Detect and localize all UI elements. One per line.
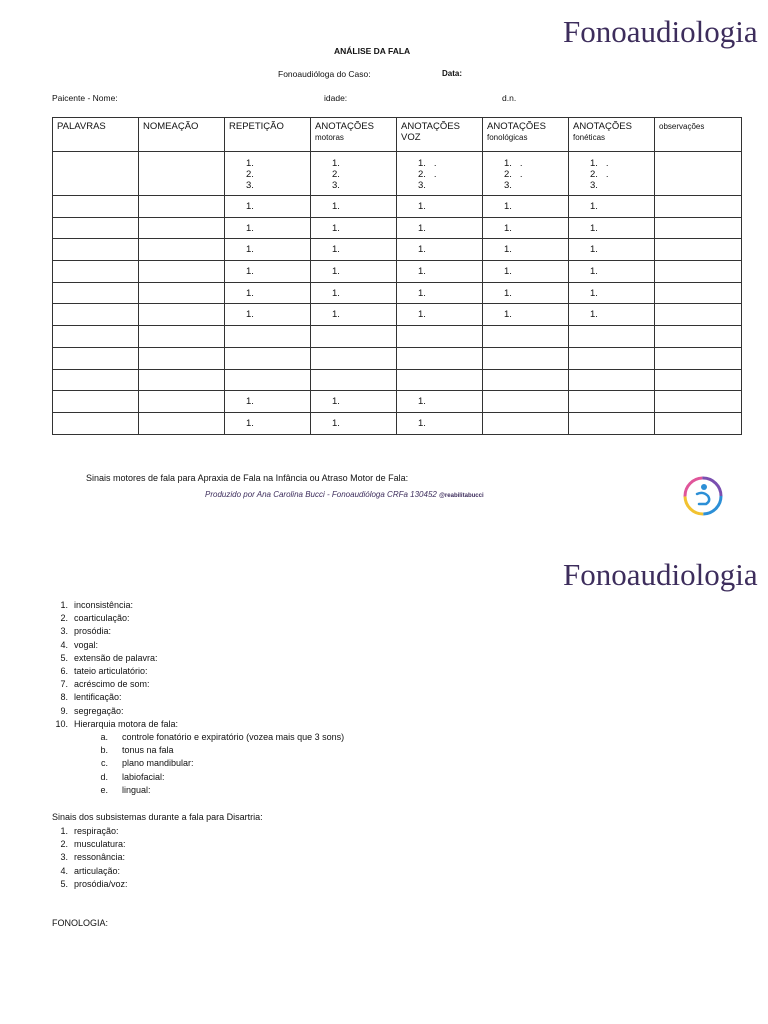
table-cell[interactable]: 1.: [569, 239, 655, 261]
table-cell[interactable]: [139, 261, 225, 283]
credit-tag: @reabilitabucci: [439, 493, 484, 499]
table-cell[interactable]: [569, 412, 655, 434]
credit-text: Produzido por Ana Carolina Bucci - Fonoaudióloga CRFa 130452: [205, 490, 437, 499]
header-anotacoes-foneticas: ANOTAÇÕES fonéticas: [569, 118, 655, 152]
table-cell[interactable]: [655, 196, 742, 218]
table-cell[interactable]: [139, 196, 225, 218]
list-item: 8. lentificação:: [60, 692, 122, 703]
table-cell[interactable]: [139, 412, 225, 434]
table-cell[interactable]: [53, 369, 139, 391]
list-item: 4. articulação:: [60, 865, 121, 876]
header-anotacoes-voz: ANOTAÇÕES VOZ: [397, 118, 483, 152]
table-cell[interactable]: 1. 2. 3.: [311, 152, 397, 196]
dn-label: d.n.: [502, 93, 517, 103]
list-item: 7. acréscimo de som:: [60, 679, 150, 690]
header-anotacoes-motoras: ANOTAÇÕES motoras: [311, 118, 397, 152]
table-cell[interactable]: 1.: [225, 196, 311, 218]
table-cell[interactable]: 1.: [225, 412, 311, 434]
table-cell[interactable]: [397, 369, 483, 391]
table-cell[interactable]: 1.: [569, 196, 655, 218]
table-row: [53, 412, 742, 434]
table-row: [53, 239, 742, 261]
table-cell[interactable]: [655, 282, 742, 304]
table-row: [53, 369, 742, 391]
table-cell[interactable]: [569, 347, 655, 369]
table-cell[interactable]: 1. 2. 3.: [225, 152, 311, 196]
table-cell[interactable]: [569, 369, 655, 391]
table-cell[interactable]: [139, 369, 225, 391]
table-cell[interactable]: [225, 326, 311, 348]
table-cell[interactable]: 1.: [397, 196, 483, 218]
list-item: 6. tateio articulatório:: [60, 666, 148, 677]
table-cell[interactable]: [139, 347, 225, 369]
table-cell[interactable]: 1.: [225, 391, 311, 413]
motor-hierarchy-sublist: [50, 731, 344, 797]
table-row: [53, 326, 742, 348]
credit-line: [205, 490, 484, 499]
table-cell[interactable]: 1.: [569, 217, 655, 239]
header-observacoes: observações: [655, 118, 742, 152]
table-cell[interactable]: 1.: [311, 412, 397, 434]
table-cell[interactable]: [483, 326, 569, 348]
table-cell[interactable]: 1.: [569, 261, 655, 283]
table-row: [53, 217, 742, 239]
table-cell[interactable]: [53, 217, 139, 239]
table-cell[interactable]: 1.: [311, 196, 397, 218]
circular-person-logo-icon: [681, 474, 725, 518]
table-cell[interactable]: [655, 369, 742, 391]
table-cell[interactable]: [139, 239, 225, 261]
header-repeticao: REPETIÇÃO: [225, 118, 311, 152]
phonology-label: FONOLOGIA:: [52, 918, 109, 928]
list-item: 4. vogal:: [60, 639, 99, 650]
form-title: ANÁLISE DA FALA: [334, 46, 411, 56]
list-item: 2. coarticulação:: [60, 613, 130, 624]
list-item: 1. respiração:: [60, 826, 119, 836]
table-row: [53, 152, 742, 196]
list-item: 2. musculatura:: [60, 839, 126, 850]
dysarthria-title: Sinais dos subsistemas durante a fala para Disartria:: [52, 812, 263, 822]
table-cell[interactable]: [139, 282, 225, 304]
table-cell[interactable]: [53, 326, 139, 348]
table-cell[interactable]: [483, 412, 569, 434]
table-row: [53, 282, 742, 304]
header-nomeacao: NOMEAÇÃO: [139, 118, 225, 152]
table-cell[interactable]: [53, 347, 139, 369]
table-cell[interactable]: 1.: [397, 261, 483, 283]
table-cell[interactable]: [139, 152, 225, 196]
table-cell[interactable]: [311, 326, 397, 348]
list-item: 5. prosódia/voz:: [60, 878, 128, 889]
table-cell[interactable]: [397, 347, 483, 369]
table-cell[interactable]: [655, 347, 742, 369]
table-row: [53, 304, 742, 326]
table-cell[interactable]: [53, 196, 139, 218]
list-item: 9. segregação:: [60, 705, 124, 716]
table-cell[interactable]: 1.: [569, 282, 655, 304]
table-cell[interactable]: [53, 239, 139, 261]
list-item: 10. Hierarquia motora de fala:: [55, 718, 179, 729]
patient-label: Paicente - Nome:: [52, 93, 118, 103]
table-cell[interactable]: 1.: [311, 217, 397, 239]
table-row: [53, 261, 742, 283]
table-cell[interactable]: 1.: [225, 304, 311, 326]
table-cell[interactable]: 1.: [397, 239, 483, 261]
table-cell[interactable]: [53, 282, 139, 304]
header-anotacoes-fonologicas: ANOTAÇÕES fonológicas: [483, 118, 569, 152]
table-header-row: [53, 118, 742, 152]
table-cell[interactable]: [53, 152, 139, 196]
therapist-label: Fonoaudióloga do Caso:: [278, 69, 371, 79]
table-cell[interactable]: 1.: [311, 391, 397, 413]
table-cell[interactable]: [139, 217, 225, 239]
brand-title-page-2: Fonoaudiologia: [563, 557, 758, 592]
table-cell[interactable]: 1.: [483, 239, 569, 261]
table-cell[interactable]: 1. . 2. . 3.: [569, 152, 655, 196]
speech-analysis-table: [52, 117, 742, 435]
apraxia-caption: Sinais motores de fala para Apraxia de Fala na Infância ou Atraso Motor de Fala:: [86, 473, 409, 483]
table-cell[interactable]: 1.: [225, 282, 311, 304]
table-cell[interactable]: [655, 217, 742, 239]
table-cell[interactable]: [655, 391, 742, 413]
table-cell[interactable]: [569, 326, 655, 348]
dysarthria-signs-list: [50, 825, 128, 891]
table-cell[interactable]: [53, 391, 139, 413]
list-item: c. plano mandibular:: [100, 758, 194, 769]
header-palavras: PALAVRAS: [53, 118, 139, 152]
table-cell[interactable]: [655, 261, 742, 283]
table-cell[interactable]: [655, 304, 742, 326]
table-row: [53, 347, 742, 369]
table-cell[interactable]: 1. . 2. . 3.: [397, 152, 483, 196]
table-cell[interactable]: [225, 369, 311, 391]
table-cell[interactable]: 1.: [311, 261, 397, 283]
table-cell[interactable]: 1.: [397, 217, 483, 239]
table-cell[interactable]: 1.: [483, 304, 569, 326]
table-cell[interactable]: [569, 391, 655, 413]
table-cell[interactable]: [655, 326, 742, 348]
table-cell[interactable]: [655, 152, 742, 196]
list-item: b. tonus na fala: [100, 745, 174, 756]
table-cell[interactable]: 1.: [225, 261, 311, 283]
table-cell[interactable]: [397, 326, 483, 348]
table-cell[interactable]: [311, 347, 397, 369]
brand-title: Fonoaudiologia: [563, 14, 758, 49]
table-cell[interactable]: 1.: [225, 217, 311, 239]
table-cell[interactable]: [483, 347, 569, 369]
table-cell[interactable]: 1. . 2. . 3.: [483, 152, 569, 196]
table-cell[interactable]: [225, 347, 311, 369]
table-cell[interactable]: 1.: [397, 412, 483, 434]
table-cell[interactable]: [483, 391, 569, 413]
table-cell[interactable]: 1.: [225, 239, 311, 261]
list-item: 1. inconsistência:: [60, 600, 134, 610]
table-cell[interactable]: 1.: [483, 217, 569, 239]
table-cell[interactable]: 1.: [397, 282, 483, 304]
table-cell[interactable]: [655, 239, 742, 261]
list-item: 3. ressonância:: [60, 852, 126, 863]
table-row: [53, 196, 742, 218]
table-cell[interactable]: 1.: [311, 282, 397, 304]
date-label: Data:: [442, 69, 463, 78]
age-label: idade:: [324, 93, 348, 103]
table-cell[interactable]: 1.: [397, 391, 483, 413]
table-row: [53, 391, 742, 413]
apraxia-signs-list: [50, 599, 178, 731]
table-cell[interactable]: [655, 412, 742, 434]
list-item: 3. prosódia:: [60, 626, 112, 637]
list-item: e. lingual:: [100, 784, 151, 795]
table-cell[interactable]: [311, 369, 397, 391]
table-cell[interactable]: 1.: [483, 261, 569, 283]
table-cell[interactable]: 1.: [569, 304, 655, 326]
table-cell[interactable]: 1.: [483, 282, 569, 304]
table-cell[interactable]: [139, 304, 225, 326]
table-cell[interactable]: [53, 261, 139, 283]
table-cell[interactable]: [483, 369, 569, 391]
table-cell[interactable]: 1.: [311, 239, 397, 261]
table-cell[interactable]: [53, 304, 139, 326]
table-cell[interactable]: [139, 326, 225, 348]
table-cell[interactable]: 1.: [311, 304, 397, 326]
table-cell[interactable]: 1.: [397, 304, 483, 326]
table-cell[interactable]: [139, 391, 225, 413]
table-cell[interactable]: 1.: [483, 196, 569, 218]
table-cell[interactable]: [53, 412, 139, 434]
list-item: d. labiofacial:: [100, 771, 165, 782]
list-item: a. controle fonatório e expiratório (vozea mais que 3 sons): [100, 732, 345, 742]
list-item: 5. extensão de palavra:: [60, 652, 158, 663]
